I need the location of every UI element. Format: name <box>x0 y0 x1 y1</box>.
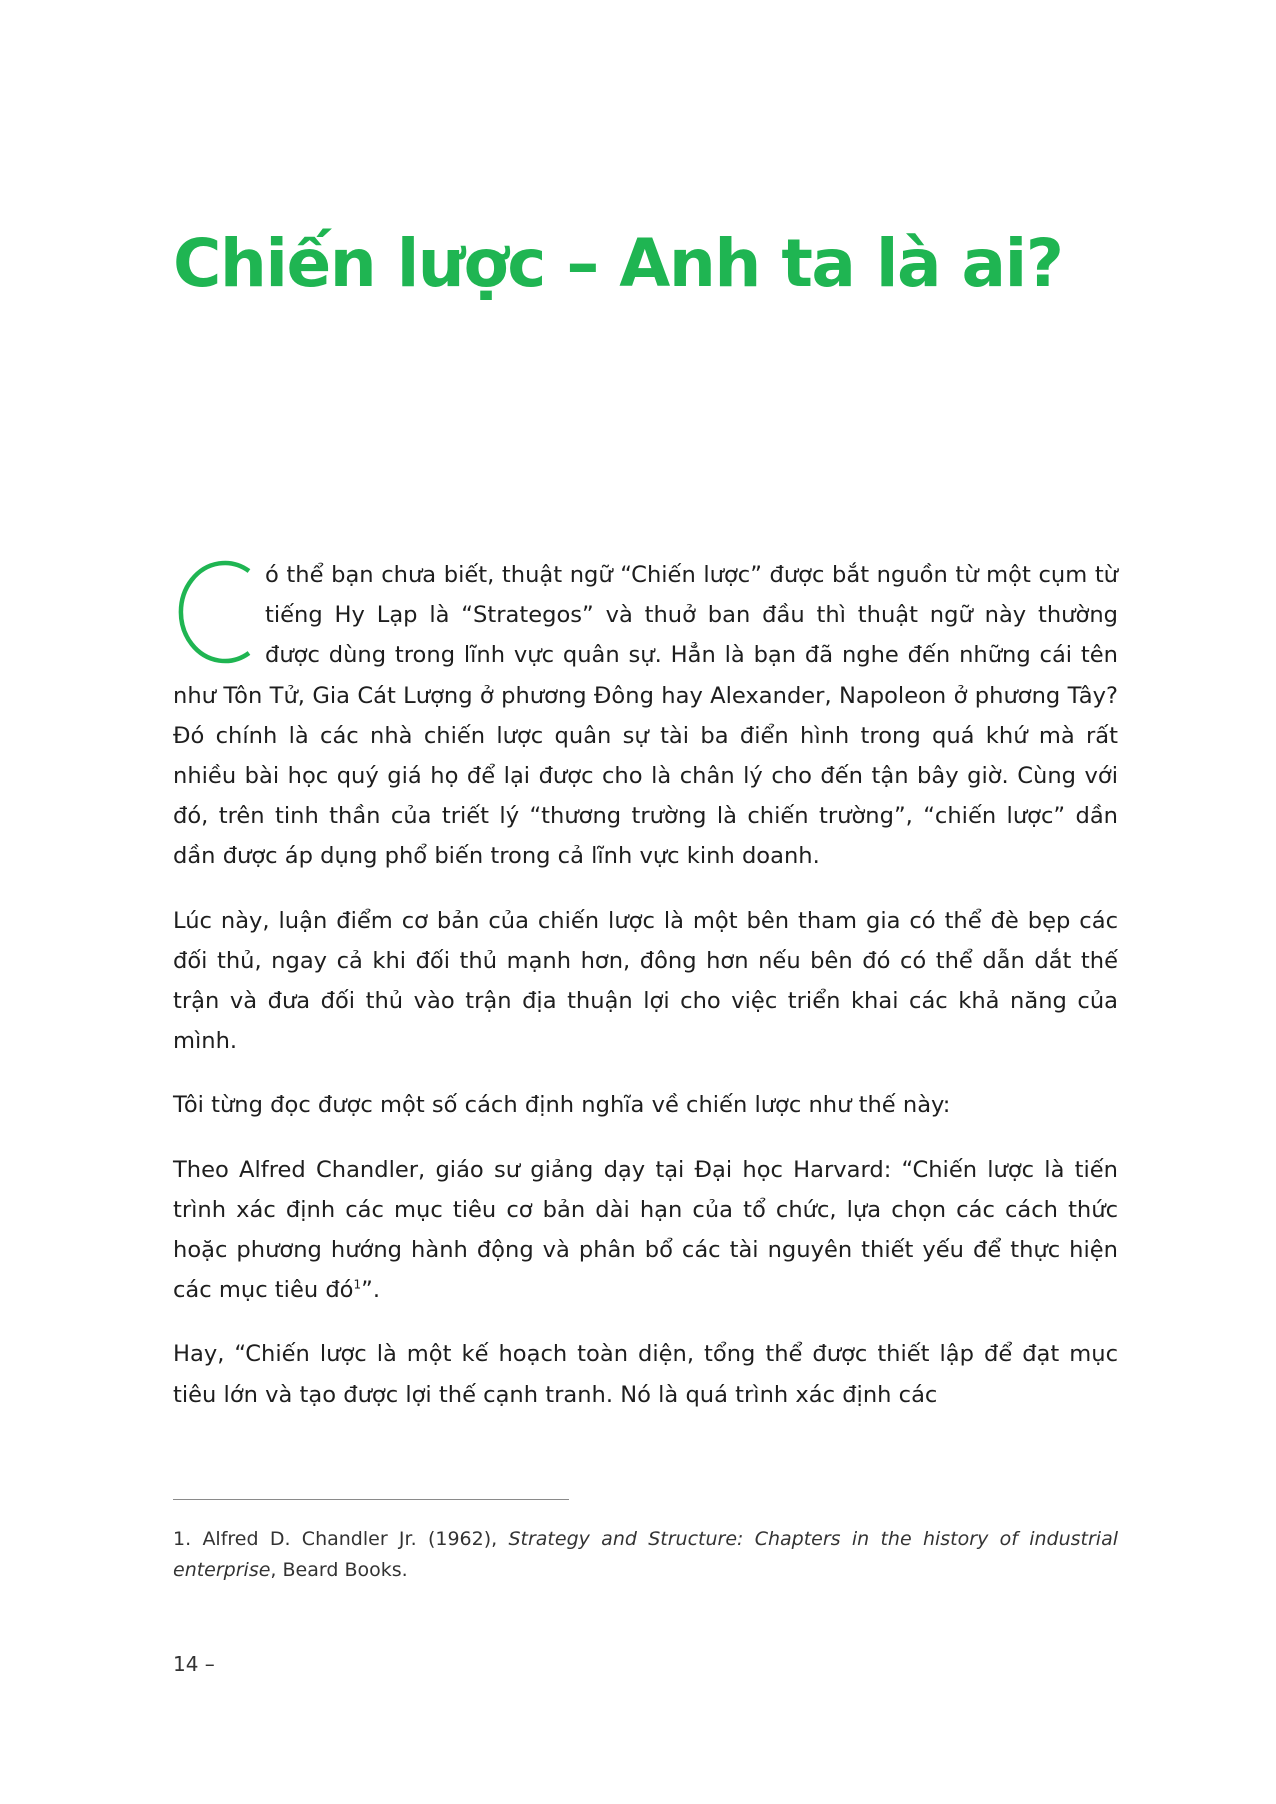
paragraph-2: Lúc này, luận điểm cơ bản của chiến lược là một bên tham gia có thể đè bẹp các đối thủ, ngay cả khi đối thủ mạnh hơn, đông hơn nếu bên đó có thể dẫn dắt thế trận và đưa đối thủ vào trận địa thuận lợi cho việc triển khai các khả năng của mình. <box>173 907 1118 1055</box>
paragraph-4 <box>173 1150 1118 1311</box>
footnote-reference[interactable]: 1 <box>353 1277 362 1292</box>
footnote-book-title: Strategy and Structure: Chapters in the history of industrial enterprise <box>173 1528 1118 1581</box>
footnote-divider <box>173 1499 569 1500</box>
page-number: 14 – <box>173 1652 215 1676</box>
paragraph-1 <box>173 555 1118 877</box>
footnote-1 <box>173 1524 1118 1586</box>
chapter-body <box>173 555 1118 1439</box>
paragraph-3: Tôi từng đọc được một số cách định nghĩa về chiến lược như thế này: <box>173 1092 951 1119</box>
chapter-title: Chiến lược – Anh ta là ai? <box>173 225 1063 302</box>
footnote-author: Alfred D. Chandler Jr. (1962), <box>202 1528 509 1550</box>
paragraph-4-text: Theo Alfred Chandler, giáo sư giảng dạy tại Đại học Harvard: “Chiến lược là tiến trình xác định các mục tiêu cơ bản dài hạn của tổ chức, lựa chọn các cách thức hoặc phương hướng hành động và phân bổ các tài nguyên thiết yếu để thực hiện các mục tiêu đó <box>173 1156 1118 1304</box>
footnote-number: 1. <box>173 1528 203 1550</box>
drop-cap-c <box>171 559 257 665</box>
paragraph-1-text: ó thể bạn chưa biết, thuật ngữ “Chiến lược” được bắt nguồn từ một cụm từ tiếng Hy Lạp là “Strategos” và thuở ban đầu thì thuật ngữ này thường được dùng trong lĩnh vực quân sự. Hẳn là bạn đã nghe đến những cái tên như Tôn Tử, Gia Cát Lượng ở phương Đông hay Alexander, Napoleon ở phương Tây? Đó chính là các nhà chiến lược quân sự tài ba điển hình trong quá khứ mà rất nhiều bài học quý giá họ để lại được cho là chân lý cho đến tận bây giờ. Cùng với đó, trên tinh thần của triết lý “thương trường là chiến trường”, “chiến lược” dần dần được áp dụng phổ biến trong cả lĩnh vực kinh doanh. <box>173 562 1118 870</box>
paragraph-5: Hay, “Chiến lược là một kế hoạch toàn diện, tổng thể được thiết lập để đạt mục tiêu lớn và tạo được lợi thế cạnh tranh. Nó là quá trình xác định các <box>173 1341 1118 1408</box>
footnote-publisher: , Beard Books. <box>270 1559 408 1581</box>
quote-close: ”. <box>361 1277 381 1304</box>
